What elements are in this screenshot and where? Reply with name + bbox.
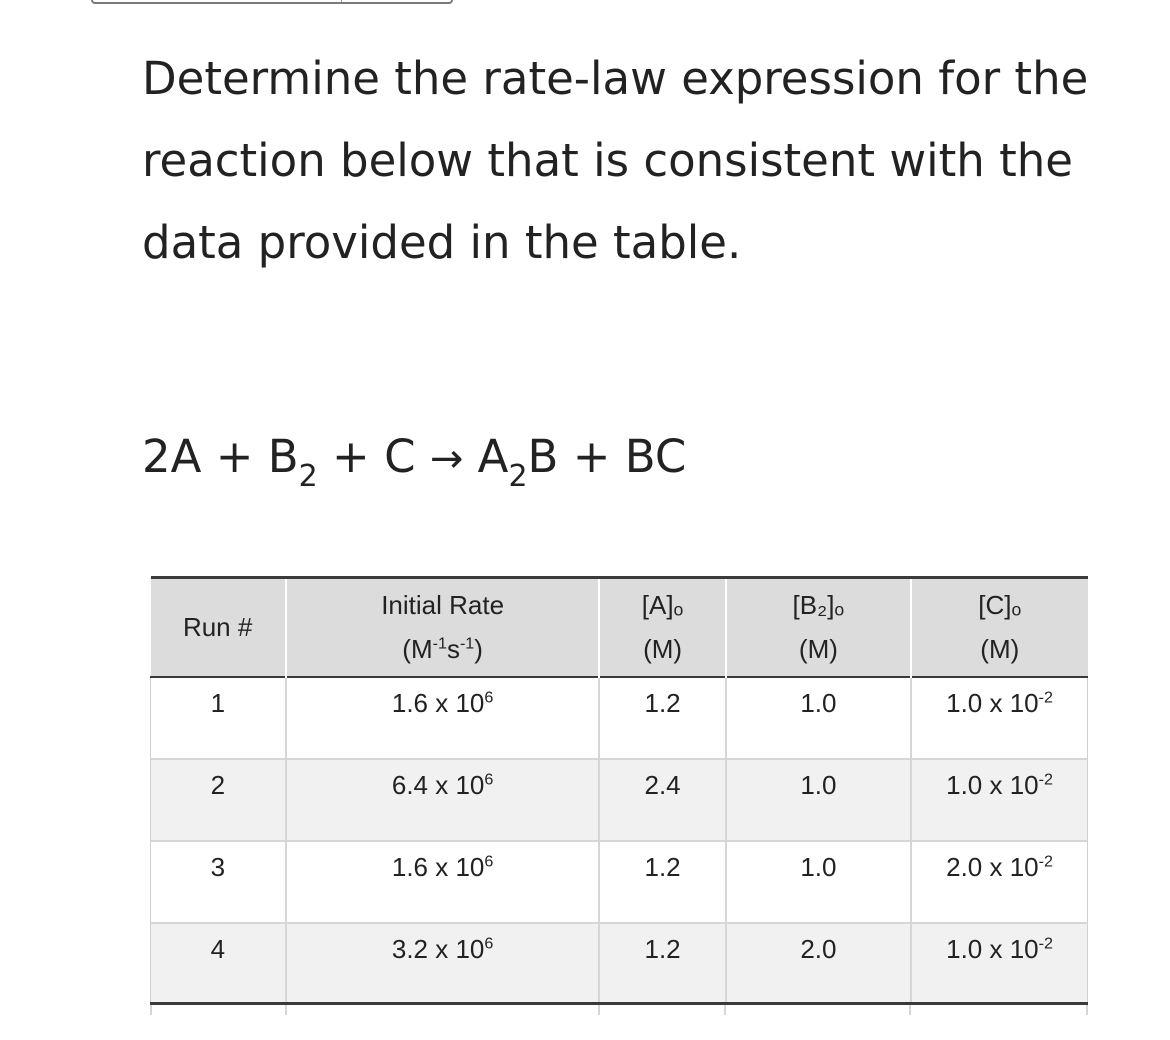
- cell-a: 1.2: [599, 841, 725, 923]
- cell-b2: 1.0: [726, 841, 911, 923]
- reactant-c: C: [384, 430, 416, 483]
- reaction-equation: [142, 422, 686, 498]
- plus-sign: +: [332, 430, 370, 483]
- table-header-row: [151, 578, 1088, 677]
- rate-data-table: [150, 576, 1088, 1005]
- header-b2-conc: [B₂]ₒ (M): [726, 578, 911, 677]
- table-edge-stub: [724, 1005, 726, 1015]
- cell-rate: 6.4 x $10^6$: [286, 759, 600, 841]
- table-bottom-rule: [150, 1002, 1088, 1005]
- cell-a: 2.4: [599, 759, 725, 841]
- table-row: [151, 677, 1088, 759]
- plus-sign: +: [215, 430, 254, 483]
- table-edge-stub: [598, 1005, 600, 1015]
- question-text: Determine the rate-law expression for the reaction below that is consistent with the data provided in the table.: [142, 52, 1089, 269]
- header-run: Run #: [182, 612, 253, 643]
- cell-rate: 3.2 x $10^6$: [286, 923, 600, 1005]
- table-edge-stub: [1086, 1005, 1088, 1015]
- header-initial-rate: Initial Rate $(M^{-1}s^{-1})$: [286, 578, 600, 677]
- table-row: [151, 841, 1088, 923]
- reactant-b2: $B_2$: [267, 430, 318, 494]
- cell-c: 2.0 x $10^{-2}$: [911, 841, 1087, 923]
- table-row: [151, 923, 1088, 1005]
- product-a2b: $A_2B$: [477, 430, 559, 494]
- table-edge-stub: [909, 1005, 911, 1015]
- header-c-conc: [C]ₒ (M): [911, 578, 1087, 677]
- cell-b2: 2.0: [726, 923, 911, 1005]
- cell-a: 1.2: [599, 677, 725, 759]
- table-row: [151, 759, 1088, 841]
- reaction-arrow-icon: →: [429, 436, 464, 482]
- cell-run: 3: [151, 841, 286, 923]
- cell-c: 1.0 x $10^{-2}$: [911, 923, 1087, 1005]
- top-input-frame: [91, 0, 453, 4]
- cell-run: 1: [151, 677, 286, 759]
- cell-run: 4: [151, 923, 286, 1005]
- cell-b2: 1.0: [726, 759, 911, 841]
- cell-rate: 1.6 x $10^6$: [286, 841, 600, 923]
- table-edge-stub: [150, 1005, 152, 1015]
- header-a-conc: [A]ₒ (M): [599, 578, 725, 677]
- reactant-2a: 2A: [142, 430, 202, 483]
- cell-c: 1.0 x $10^{-2}$: [911, 759, 1087, 841]
- cell-rate: 1.6 x $10^6$: [286, 677, 600, 759]
- product-bc: BC: [624, 430, 687, 483]
- cell-b2: 1.0: [726, 677, 911, 759]
- cell-a: 1.2: [599, 923, 725, 1005]
- cell-run: 2: [151, 759, 286, 841]
- cell-c: 1.0 x $10^{-2}$: [911, 677, 1087, 759]
- top-frame-divider: [341, 0, 342, 2]
- table-edge-stub: [285, 1005, 287, 1015]
- rate-data-table-container: [150, 576, 1088, 1016]
- plus-sign: +: [572, 430, 611, 483]
